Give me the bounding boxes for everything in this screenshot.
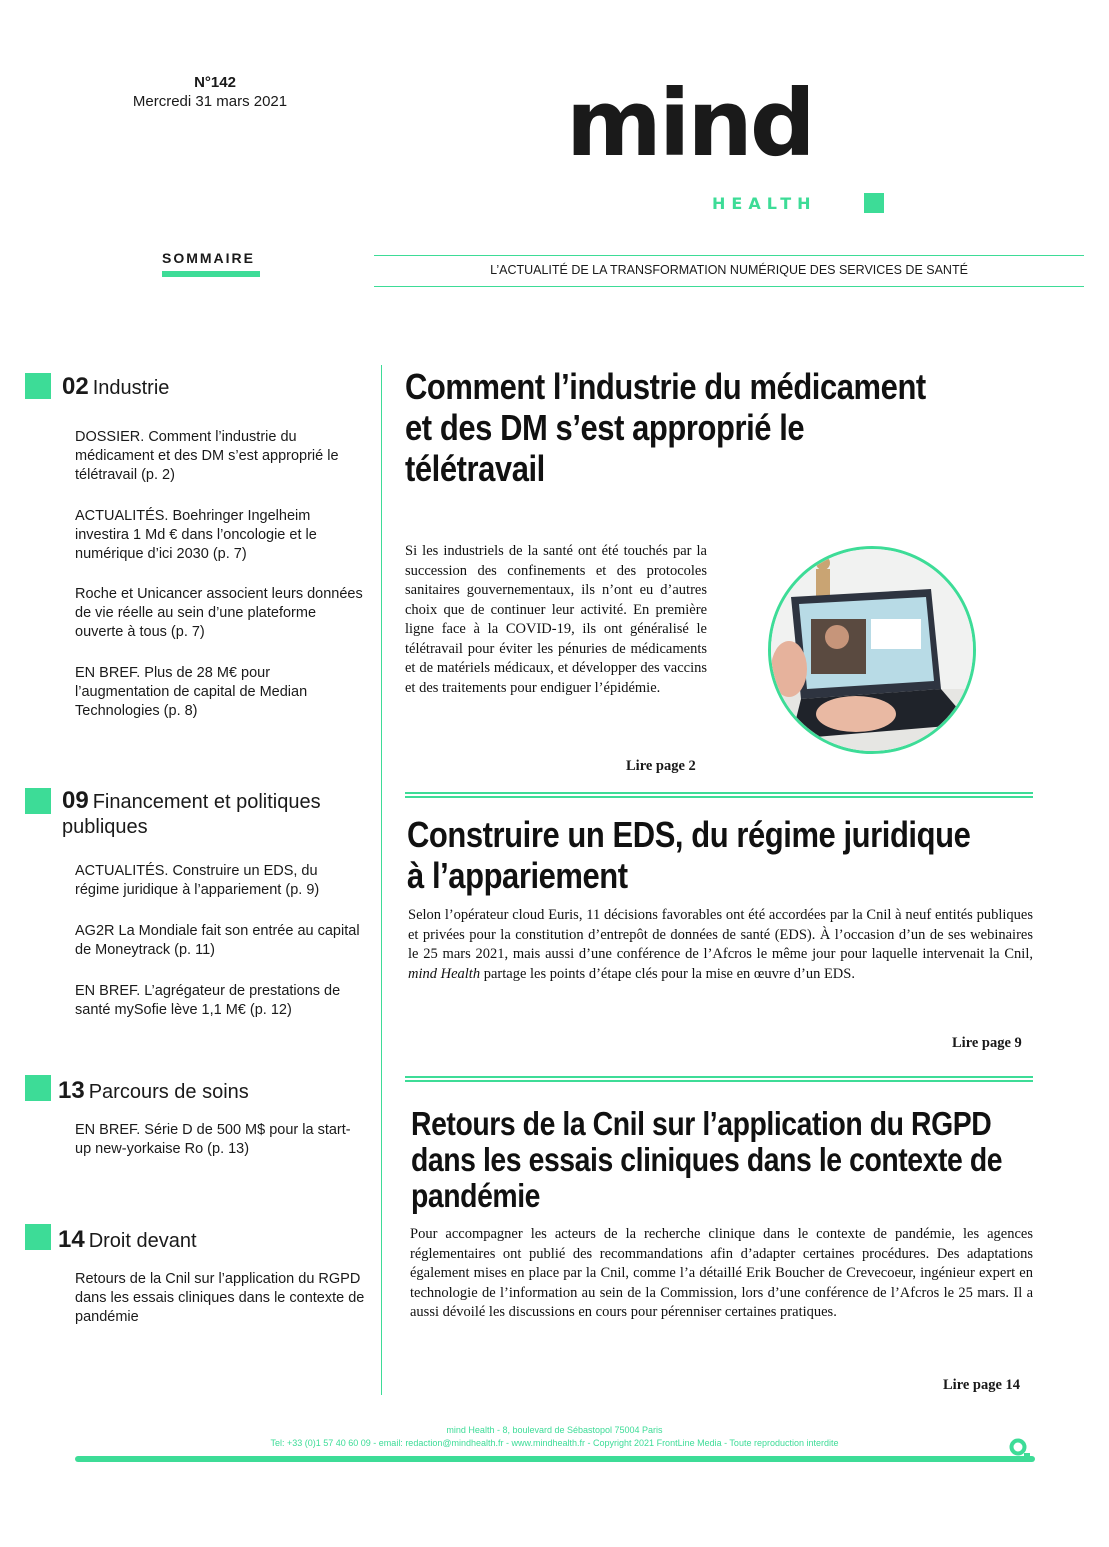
article-summary: Pour accompagner les acteurs de la recherche clinique dans le contexte de pandémie, les agences réglementaires ont publié des recommandations afin d’adapter certaines procédures. Des adaptations également mises en place par la Cnil, comme l’a détaillé Erik Boucher de Crevecoeur, ingénieur expert en technologie de l’information au sein de la Commission, lors d’une conférence de l’Afcros le 25 mars. Il a aussi dévoilé les discussions en cours pour pérenniser certaines pratiques. [410,1226,1033,1320]
section-square-icon [25,788,51,814]
section-number: 02 [62,373,89,400]
article-photo [768,546,976,754]
toc-item[interactable]: DOSSIER. Comment l’industrie du médicament et des DM s’est approprié le télétravail (p. 2) [75,429,339,483]
issue-number: N°142 [194,74,236,91]
section-title: Parcours de soins [88,1081,249,1103]
toc-item[interactable]: AG2R La Mondiale fait son entrée au capital de Moneytrack (p. 11) [75,923,360,958]
toc-item[interactable]: ACTUALITÉS. Boehringer Ingelheim investira 1 Md € dans l’oncologie et le numérique d’ici 2030 (p. 7) [75,508,317,562]
footer-logo-icon [1008,1438,1030,1460]
toc-item[interactable]: Retours de la Cnil sur l’application du RGPD dans les essais cliniques dans le contexte de pandémie [75,1271,365,1325]
article-title[interactable]: Retours de la Cnil sur l’application du RGPD dans les essais cliniques dans le contexte de pandémie [411,1105,1003,1214]
laptop-video-call-image [771,549,973,751]
section-title: Droit devant [88,1230,197,1252]
tagline: L’ACTUALITÉ DE LA TRANSFORMATION NUMÉRIQUE DES SERVICES DE SANTÉ [490,263,968,277]
footer-bar [75,1456,1035,1462]
section-title: Industrie [92,377,170,399]
sommaire-heading: SOMMAIRE [162,250,255,266]
summary-publication-name: mind Health [408,965,481,982]
toc-item[interactable]: ACTUALITÉS. Construire un EDS, du régime juridique à l’appariement (p. 9) [75,863,320,898]
toc-item[interactable]: EN BREF. Plus de 28 M€ pour l’augmentation de capital de Median Technologies (p. 8) [75,665,308,719]
section-number: 09 [62,787,89,814]
summary-text: Selon l’opérateur cloud Euris, 11 décisions favorables ont été accordées par la Cnil à neuf entités publiques et privées pour la constitution d’entrepôt de données de santé (EDS). À l’occasion d’un de ses webinaires le 25 mars 2021, mais aussi d’une conférence de l’Afcros le même jour pour laquelle intervenait la Cnil, [408,907,1033,962]
footer-address: mind Health - 8, boulevard de Sébastopol 75004 Paris [446,1425,663,1435]
toc-item[interactable]: EN BREF. L’agrégateur de prestations de santé mySofie lève 1,1 M€ (p. 12) [75,983,341,1018]
tagline-rule-top [374,255,1084,256]
tagline-rule-bottom [374,286,1084,287]
article-separator [405,1076,1033,1082]
section-square-icon [25,373,51,399]
read-more-link[interactable]: Lire page 2 [626,758,696,774]
section-title: Financement et politiques publiques [62,791,321,838]
section-number: 13 [58,1077,85,1104]
read-more-link[interactable]: Lire page 9 [952,1035,1022,1051]
article-title[interactable]: Construire un EDS, du régime juridique à l’appariement [407,814,971,896]
article-title[interactable]: Comment l’industrie du médicament et des DM s’est approprié le télétravail [405,366,926,489]
section-square-icon [25,1224,51,1250]
toc-item[interactable]: EN BREF. Série D de 500 M$ pour la start-up new-yorkaise Ro (p. 13) [75,1122,351,1157]
toc-item[interactable]: Roche et Unicancer associent leurs données de vie réelle au sein d’une plateforme ouverte à tous (p. 7) [75,586,363,640]
article-separator [405,792,1033,798]
logo-wordmark: mind [566,70,813,177]
footer-contact: Tel: +33 (0)1 57 40 60 09 - email: redaction@mindhealth.fr - www.mindhealth.fr - Copyright 2021 FrontLine Media - Toute reproduction interdite [270,1438,839,1448]
summary-text: partage les points d’étape clés pour la mise en œuvre d’un EDS. [480,965,855,982]
column-divider [381,365,382,1395]
article-summary [408,906,1033,984]
section-number: 14 [58,1226,85,1253]
toc-section-industrie[interactable] [62,374,382,401]
sommaire-underline [162,271,260,277]
logo-square-icon [864,193,884,213]
toc-section-droit[interactable] [58,1227,378,1254]
logo-subtitle: HEALTH [712,194,817,213]
section-square-icon [25,1075,51,1101]
toc-section-parcours[interactable] [58,1078,378,1105]
read-more-link[interactable]: Lire page 14 [943,1377,1021,1393]
issue-date: Mercredi 31 mars 2021 [132,93,288,110]
toc-section-financement[interactable] [62,788,382,840]
article-summary: Si les industriels de la santé ont été touchés par la succession des confinements et des protocoles sanitaires gouvernementaux, ils n’ont eu d’autres choix que de continuer leur activité. En première ligne face à la COVID-19, ils ont généralisé le télétravail pour éviter les pénuries de médicaments et de matériels médicaux, et développer des vaccins et des traitements pour endiguer l’épidémie. [405,543,707,696]
